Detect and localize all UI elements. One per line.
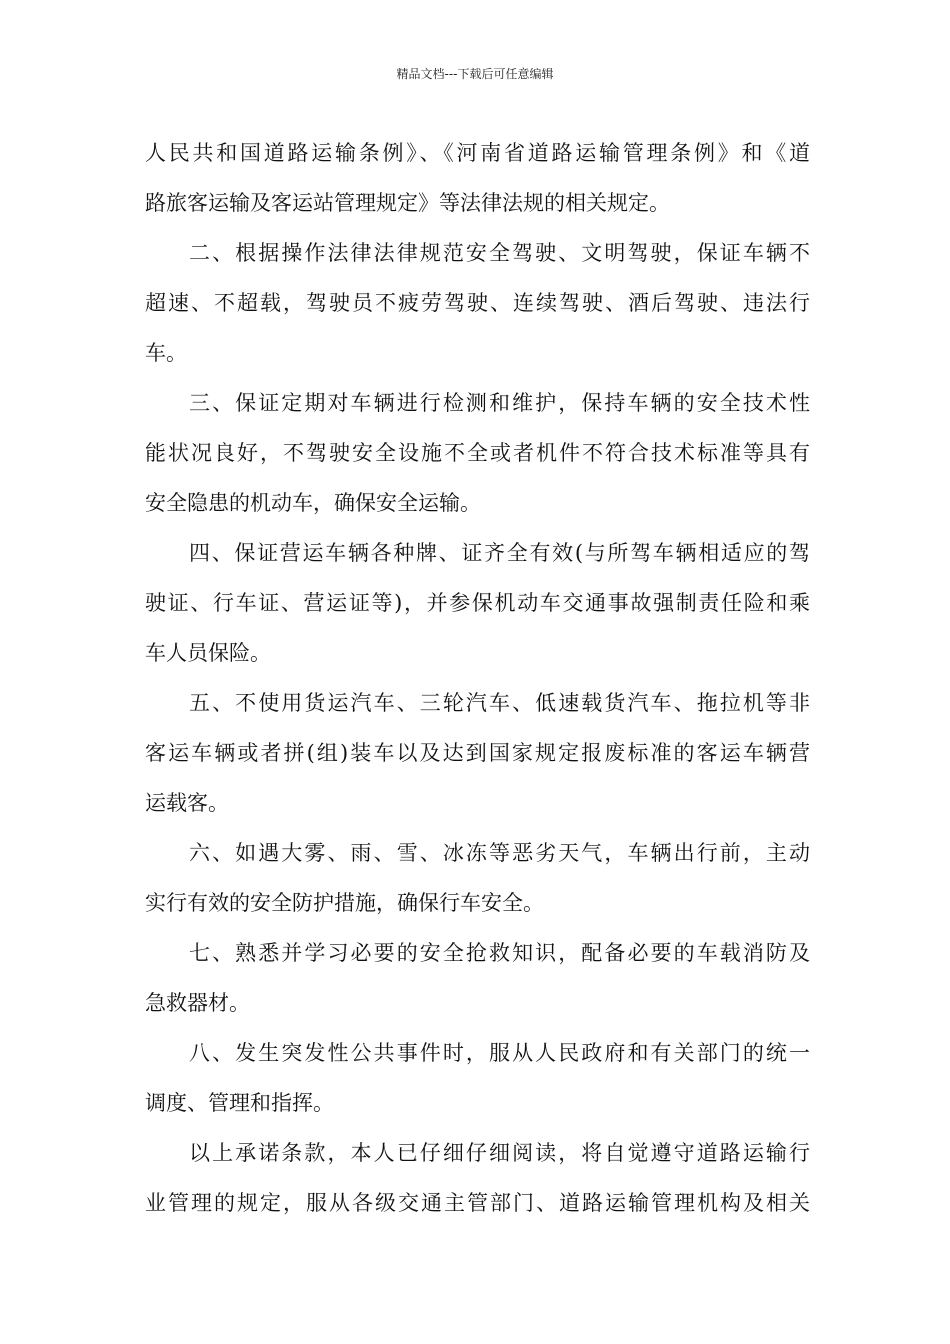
text-line: 车。	[145, 341, 187, 365]
text-line: 驶证、行车证、营运证等)，并参保机动车交通事故强制责任险和乘	[145, 591, 810, 615]
text-line: 二、根据操作法律法律规范安全驾驶、文明驾驶，保证车辆不	[189, 241, 810, 265]
text-line: 调度、管理和指挥。	[145, 1091, 334, 1115]
document-body	[145, 128, 810, 1228]
text-line: 能状况良好，不驾驶安全设施不全或者机件不符合技术标准等具有	[145, 441, 810, 465]
text-line: 五、不使用货运汽车、三轮汽车、低速载货汽车、拖拉机等非	[189, 691, 810, 715]
text-line: 客运车辆或者拼(组)装车以及达到国家规定报废标准的客运车辆营	[145, 741, 810, 765]
text-line: 八、发生突发性公共事件时，服从人民政府和有关部门的统一	[189, 1041, 810, 1065]
text-line: 三、保证定期对车辆进行检测和维护，保持车辆的安全技术性	[189, 391, 810, 415]
text-line: 人民共和国道路运输条例》、《河南省道路运输管理条例》和《道	[145, 141, 810, 165]
text-line: 实行有效的安全防护措施，确保行车安全。	[145, 891, 544, 915]
text-line: 七、熟悉并学习必要的安全抢救知识，配备必要的车载消防及	[189, 941, 810, 965]
text-line: 四、保证营运车辆各种牌、证齐全有效(与所驾车辆相适应的驾	[189, 541, 810, 565]
text-line: 六、如遇大雾、雨、雪、冰冻等恶劣天气，车辆出行前，主动	[189, 841, 810, 865]
text-line: 业管理的规定，服从各级交通主管部门、道路运输管理机构及相关	[145, 1191, 810, 1215]
text-line: 安全隐患的机动车，确保安全运输。	[145, 491, 481, 515]
text-line: 运载客。	[145, 791, 229, 815]
text-line: 急救器材。	[145, 991, 250, 1015]
text-line: 以上承诺条款，本人已仔细仔细阅读，将自觉遵守道路运输行	[189, 1141, 810, 1165]
text-line: 超速、不超载，驾驶员不疲劳驾驶、连续驾驶、酒后驾驶、违法行	[145, 291, 810, 315]
text-line: 车人员保险。	[145, 641, 271, 665]
text-line: 路旅客运输及客运站管理规定》等法律法规的相关规定。	[145, 191, 670, 215]
page-header: 精品文档---下载后可任意编辑	[396, 67, 554, 81]
